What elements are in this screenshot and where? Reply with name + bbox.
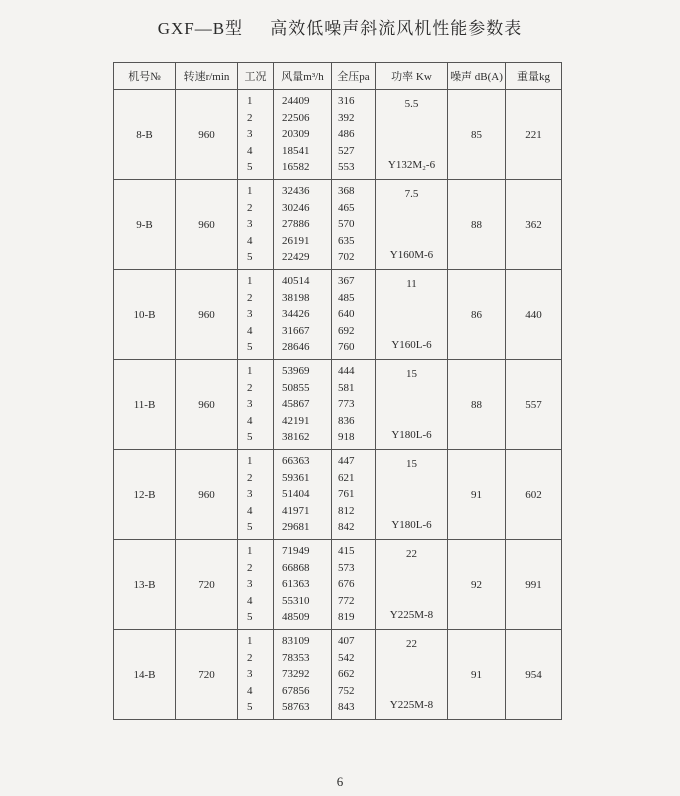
pressure-cell-value: 760 <box>338 341 355 354</box>
header-power: 功率 Kw <box>376 63 448 90</box>
table-row <box>114 90 562 180</box>
pressure-cell-value: 836 <box>338 414 355 427</box>
condition-cell-value: 4 <box>247 414 253 427</box>
condition-cell-value: 2 <box>247 111 253 124</box>
flow-cell-value: 78353 <box>282 651 310 664</box>
pressure-cell-value: 635 <box>338 234 355 247</box>
condition-cell-value: 2 <box>247 471 253 484</box>
table-row <box>114 540 562 630</box>
condition-cell <box>238 450 274 540</box>
model-cell: 13-B <box>114 540 176 630</box>
pressure-cell <box>332 450 376 540</box>
flow-cell <box>274 540 332 630</box>
condition-cell-value: 5 <box>247 521 253 534</box>
header-pressure: 全压pa <box>332 63 376 90</box>
flow-cell-value: 42191 <box>282 414 310 427</box>
title-model-code: GXF—B型 <box>157 19 244 38</box>
power-kw: 15 <box>406 458 417 470</box>
flow-cell-value: 20309 <box>282 128 310 141</box>
flow-cell <box>274 180 332 270</box>
speed-cell: 960 <box>176 180 238 270</box>
flow-cell-value: 73292 <box>282 668 310 681</box>
power-kw: 22 <box>406 548 417 560</box>
model-cell: 9-B <box>114 180 176 270</box>
condition-cell-value: 4 <box>247 234 253 247</box>
flow-cell-value: 38198 <box>282 291 310 304</box>
pressure-cell-value: 812 <box>338 504 355 517</box>
flow-cell-value: 61363 <box>282 578 310 591</box>
condition-cell <box>238 180 274 270</box>
noise-cell: 88 <box>448 180 506 270</box>
header-flow: 风量m³/h <box>274 63 332 90</box>
pressure-cell-value: 692 <box>338 324 355 337</box>
model-cell: 12-B <box>114 450 176 540</box>
flow-cell-value: 53969 <box>282 365 310 378</box>
flow-cell-value: 18541 <box>282 144 310 157</box>
condition-cell-value: 5 <box>247 611 253 624</box>
pressure-cell <box>332 90 376 180</box>
weight-cell: 557 <box>506 360 562 450</box>
table-body <box>114 90 562 720</box>
motor-model: Y225M-8 <box>389 609 434 621</box>
flow-cell-value: 38162 <box>282 431 310 444</box>
motor-model: Y180L-6 <box>391 519 432 531</box>
pressure-cell-value: 761 <box>338 488 355 501</box>
condition-cell-value: 2 <box>247 291 253 304</box>
pressure-cell-value: 570 <box>338 218 355 231</box>
pressure-cell-value: 447 <box>338 455 355 468</box>
condition-cell-value: 1 <box>247 545 253 558</box>
power-kw: 22 <box>406 638 417 650</box>
pressure-cell-value: 573 <box>338 561 355 574</box>
pressure-cell-value: 662 <box>338 668 355 681</box>
pressure-cell-value: 842 <box>338 521 355 534</box>
weight-cell: 221 <box>506 90 562 180</box>
flow-cell-value: 30246 <box>282 201 310 214</box>
flow-cell-value: 58763 <box>282 701 310 714</box>
page-number: 6 <box>336 774 344 789</box>
weight-cell: 602 <box>506 450 562 540</box>
speed-cell: 720 <box>176 630 238 720</box>
flow-cell <box>274 270 332 360</box>
flow-cell <box>274 630 332 720</box>
weight-cell: 954 <box>506 630 562 720</box>
flow-cell-value: 22429 <box>282 251 310 264</box>
condition-cell <box>238 270 274 360</box>
flow-cell-value: 45867 <box>282 398 310 411</box>
motor-model: Y132M₂-6 <box>387 159 436 171</box>
pressure-cell-value: 676 <box>338 578 355 591</box>
condition-cell-value: 5 <box>247 701 253 714</box>
condition-cell-value: 4 <box>247 504 253 517</box>
condition-cell-value: 4 <box>247 144 253 157</box>
pressure-cell <box>332 180 376 270</box>
pressure-cell-value: 367 <box>338 275 355 288</box>
power-kw: 5.5 <box>404 98 419 110</box>
pressure-cell-value: 621 <box>338 471 355 484</box>
noise-cell: 86 <box>448 270 506 360</box>
model-cell: 11-B <box>114 360 176 450</box>
power-kw: 11 <box>406 278 417 290</box>
pressure-cell-value: 772 <box>338 594 355 607</box>
model-cell: 8-B <box>114 90 176 180</box>
power-cell <box>376 90 448 180</box>
condition-cell-value: 3 <box>247 668 253 681</box>
pressure-cell-value: 444 <box>338 365 355 378</box>
condition-cell-value: 5 <box>247 341 253 354</box>
table-row <box>114 270 562 360</box>
pressure-cell <box>332 630 376 720</box>
pressure-cell-value: 819 <box>338 611 355 624</box>
condition-cell-value: 3 <box>247 218 253 231</box>
motor-model: Y180L-6 <box>391 429 432 441</box>
pressure-cell <box>332 540 376 630</box>
flow-cell-value: 31667 <box>282 324 310 337</box>
header-noise: 噪声 dB(A) <box>448 63 506 90</box>
flow-cell-value: 28646 <box>282 341 310 354</box>
flow-cell-value: 71949 <box>282 545 310 558</box>
condition-cell-value: 3 <box>247 128 253 141</box>
noise-cell: 88 <box>448 360 506 450</box>
condition-cell <box>238 540 274 630</box>
condition-cell-value: 2 <box>247 381 253 394</box>
pressure-cell-value: 407 <box>338 635 355 648</box>
pressure-cell-value: 316 <box>338 95 355 108</box>
header-weight: 重量kg <box>506 63 562 90</box>
flow-cell <box>274 450 332 540</box>
pressure-cell-value: 485 <box>338 291 355 304</box>
flow-cell-value: 22506 <box>282 111 310 124</box>
model-cell: 14-B <box>114 630 176 720</box>
flow-cell-value: 41971 <box>282 504 310 517</box>
condition-cell-value: 5 <box>247 431 253 444</box>
motor-model: Y225M-8 <box>389 699 434 711</box>
condition-cell-value: 3 <box>247 488 253 501</box>
flow-cell-value: 66363 <box>282 455 310 468</box>
flow-cell-value: 50855 <box>282 381 310 394</box>
condition-cell-value: 2 <box>247 651 253 664</box>
power-cell <box>376 630 448 720</box>
weight-cell: 991 <box>506 540 562 630</box>
weight-cell: 440 <box>506 270 562 360</box>
noise-cell: 91 <box>448 630 506 720</box>
pressure-cell-value: 368 <box>338 185 355 198</box>
pressure-cell-value: 392 <box>338 111 355 124</box>
power-cell <box>376 360 448 450</box>
pressure-cell-value: 486 <box>338 128 355 141</box>
power-cell <box>376 540 448 630</box>
flow-cell-value: 27886 <box>282 218 310 231</box>
noise-cell: 91 <box>448 450 506 540</box>
pressure-cell-value: 702 <box>338 251 355 264</box>
pressure-cell-value: 553 <box>338 161 355 174</box>
table-header-row <box>114 63 562 90</box>
condition-cell-value: 2 <box>247 201 253 214</box>
pressure-cell-value: 465 <box>338 201 355 214</box>
weight-cell: 362 <box>506 180 562 270</box>
speed-cell: 960 <box>176 90 238 180</box>
page-title <box>0 14 680 39</box>
condition-cell-value: 5 <box>247 251 253 264</box>
noise-cell: 85 <box>448 90 506 180</box>
pressure-cell-value: 773 <box>338 398 355 411</box>
flow-cell-value: 67856 <box>282 684 310 697</box>
speed-cell: 960 <box>176 450 238 540</box>
flow-cell-value: 16582 <box>282 161 310 174</box>
power-cell <box>376 270 448 360</box>
table-row <box>114 450 562 540</box>
power-cell <box>376 180 448 270</box>
flow-cell-value: 29681 <box>282 521 310 534</box>
pressure-cell-value: 918 <box>338 431 355 444</box>
speed-cell: 960 <box>176 270 238 360</box>
power-kw: 15 <box>406 368 417 380</box>
flow-cell-value: 34426 <box>282 308 310 321</box>
pressure-cell-value: 640 <box>338 308 355 321</box>
flow-cell-value: 24409 <box>282 95 310 108</box>
pressure-cell <box>332 270 376 360</box>
condition-cell-value: 5 <box>247 161 253 174</box>
flow-cell-value: 51404 <box>282 488 310 501</box>
pressure-cell-value: 843 <box>338 701 355 714</box>
condition-cell-value: 1 <box>247 365 253 378</box>
condition-cell-value: 4 <box>247 594 253 607</box>
pressure-cell-value: 542 <box>338 651 355 664</box>
motor-model: Y160M-6 <box>389 249 434 261</box>
model-cell: 10-B <box>114 270 176 360</box>
pressure-cell-value: 581 <box>338 381 355 394</box>
power-cell <box>376 450 448 540</box>
parameter-table <box>113 62 562 720</box>
condition-cell-value: 1 <box>247 275 253 288</box>
flow-cell-value: 40514 <box>282 275 310 288</box>
flow-cell <box>274 90 332 180</box>
condition-cell-value: 3 <box>247 308 253 321</box>
condition-cell-value: 1 <box>247 95 253 108</box>
flow-cell <box>274 360 332 450</box>
pressure-cell-value: 415 <box>338 545 355 558</box>
motor-model: Y160L-6 <box>391 339 432 351</box>
flow-cell-value: 66868 <box>282 561 310 574</box>
condition-cell-value: 1 <box>247 635 253 648</box>
speed-cell: 720 <box>176 540 238 630</box>
power-kw: 7.5 <box>404 188 419 200</box>
flow-cell-value: 32436 <box>282 185 310 198</box>
noise-cell: 92 <box>448 540 506 630</box>
title-text: 高效低噪声斜流风机性能参数表 <box>270 19 523 38</box>
flow-cell-value: 26191 <box>282 234 310 247</box>
speed-cell: 960 <box>176 360 238 450</box>
condition-cell-value: 1 <box>247 185 253 198</box>
flow-cell-value: 59361 <box>282 471 310 484</box>
header-speed: 转速r/min <box>176 63 238 90</box>
condition-cell <box>238 360 274 450</box>
pressure-cell-value: 527 <box>338 144 355 157</box>
pressure-cell <box>332 360 376 450</box>
condition-cell-value: 4 <box>247 324 253 337</box>
flow-cell-value: 83109 <box>282 635 310 648</box>
condition-cell-value: 4 <box>247 684 253 697</box>
condition-cell <box>238 90 274 180</box>
flow-cell-value: 48509 <box>282 611 310 624</box>
condition-cell-value: 3 <box>247 578 253 591</box>
pressure-cell-value: 752 <box>338 684 355 697</box>
condition-cell-value: 1 <box>247 455 253 468</box>
flow-cell-value: 55310 <box>282 594 310 607</box>
condition-cell-value: 3 <box>247 398 253 411</box>
header-condition: 工况 <box>238 63 274 90</box>
condition-cell <box>238 630 274 720</box>
condition-cell-value: 2 <box>247 561 253 574</box>
table-row <box>114 180 562 270</box>
table-row <box>114 630 562 720</box>
header-model: 机号№ <box>114 63 176 90</box>
table-row <box>114 360 562 450</box>
